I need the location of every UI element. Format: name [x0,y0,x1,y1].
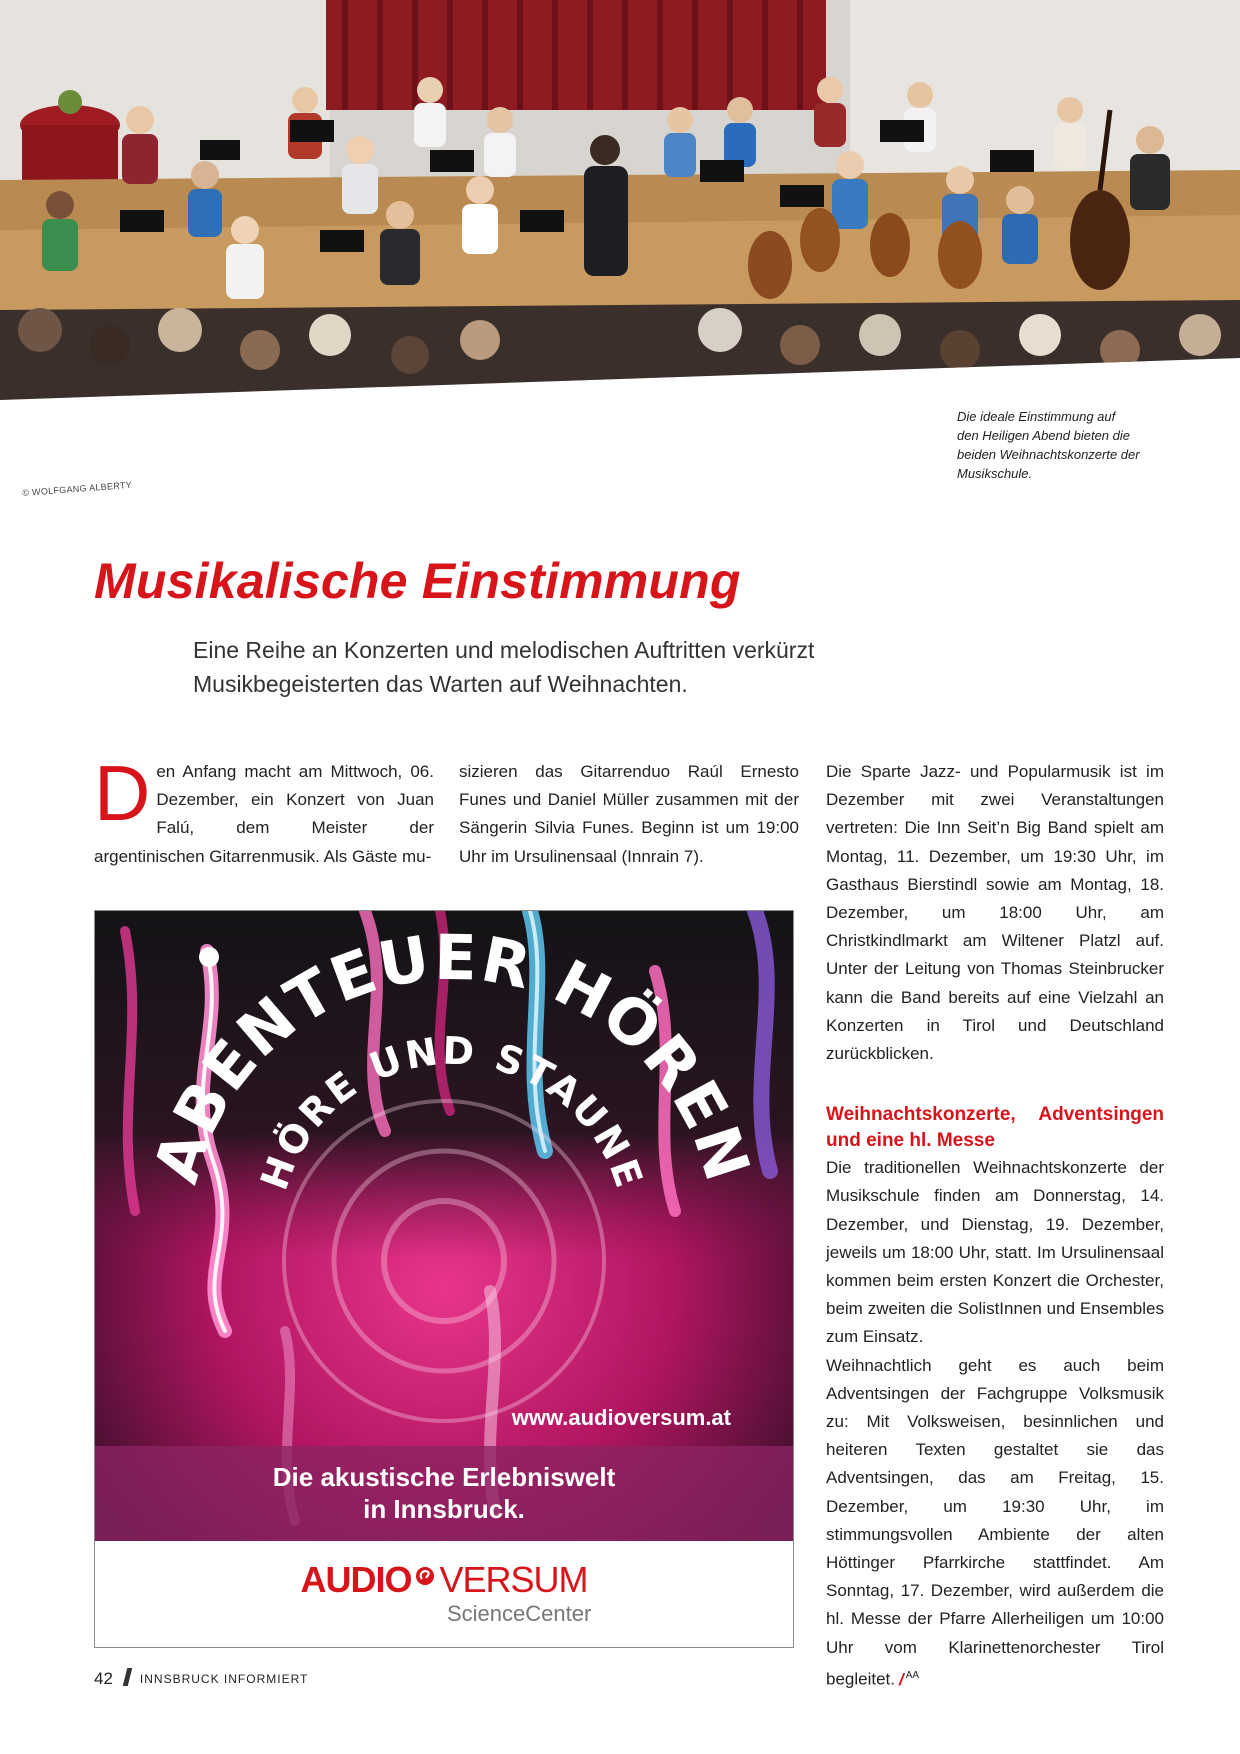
article-headline: Musikalische Einstimmung [94,553,741,609]
audioversum-advertisement[interactable] [94,910,794,1648]
ad-arc-outer-text: ABENTEUER HÖREN [139,920,765,1191]
article-column-2 [459,758,799,871]
page-footer [94,1668,308,1689]
photo-credit: © WOLFGANG ALBERTY [22,479,133,498]
logo-text-versum: VERSUM [439,1559,588,1600]
logo-subtitle: ScienceCenter [447,1601,592,1626]
audioversum-logo [95,1559,793,1601]
ear-icon [415,1566,435,1586]
ad-logo-area [95,1541,793,1647]
author-initials: AA [905,1669,920,1681]
orchestra-photo-illustration [0,0,1240,400]
publication-name: INNSBRUCK INFORMIERT [139,1672,309,1686]
column-3-paragraph-3 [826,1352,1164,1694]
drop-cap: D [94,749,151,837]
column-2-text: sizieren das Gitarrenduo Raúl Ernesto Funes und Daniel Müller zusammen mit der Sängerin Silvia Funes. Beginn ist um 19:00 Uhr im Ursulinensaal (Innrain 7). [459,762,799,866]
photo-caption: Die ideale Einstimmung auf den Heiligen Abend bieten die beiden Weihnachtskonzerte der Musikschule. [957,409,1140,481]
footer-divider [123,1668,132,1686]
column-3-subheading: Weihnachtskonzerte, Adventsingen und eine hl. Messe [826,1104,1164,1152]
ad-arc-inner-text: HÖRE UND STAUNE [251,1028,653,1196]
column-1-text: en Anfang macht am Mittwoch, 06. Dezember, ein Konzert von Juan Falú, dem Meister der argentinischen Gitarrenmusik. Als Gäste mu- [94,762,434,866]
ad-url-link[interactable]: www.audioversum.at [511,1405,731,1430]
article-column-3 [826,758,1164,1694]
end-mark: / [899,1669,904,1689]
column-3-paragraph-2: Die traditionellen Weihnachtskonzerte der Musikschule finden am Donnerstag, 14. Dezember, und Dienstag, 19. Dezember, jeweils um 18:00 Uhr, statt. Im Ursulinensaal kommen beim ersten Konzert die Orchester, beim zweiten die SolistInnen und Ensembles zum Einsatz. [826,1158,1164,1347]
article-column-1 [94,749,434,871]
hero-photo [0,0,1240,400]
logo-text-audio: AUDIO [300,1559,412,1600]
page-number: 42 [94,1669,113,1688]
ad-tagline: Die akustische Erlebniswelt in Innsbruck. [272,1462,616,1524]
column-3-paragraph-1: Die Sparte Jazz- und Popularmusik ist im Dezember mit zwei Veranstaltungen vertreten: Die Inn Seit’n Big Band spielt am Montag, 11. Dezember, um 19:30 Uhr, im Gasthaus Bierstindl sowie am Montag, 18. Dezember, um 18:00 Uhr, am Christkindlmarkt am Wiltener Platzl auf. Unter der Leitung von Thomas Steinbrucker kann die Band bereits auf eine Vielzahl an Konzerten in Tirol und Deutschland zurückblicken. [826,762,1164,1064]
article-subhead: Eine Reihe an Konzerten und melodischen Auftritten verkürzt Musikbegeisterten das Warten auf Weihnachten. [193,637,815,697]
column-3-paragraph-3-text: Weihnachtlich geht es auch beim Adventsingen der Fachgruppe Volksmusik zu: Mit Volksweisen, besinnlichen und heiteren Texten gestaltet sie das Adventsingen, das am Freitag, 15. Dezember, um 19:30 Uhr, im stimmungsvollen Ambiente der alten Höttinger Pfarrkirche stattfindet. Am Sonntag, 17. Dezember, wird außerdem die hl. Messe der Pfarre Allerheiligen um 10:00 Uhr vom Klarinettenorchester Tirol begleitet. [826,1355,1164,1689]
